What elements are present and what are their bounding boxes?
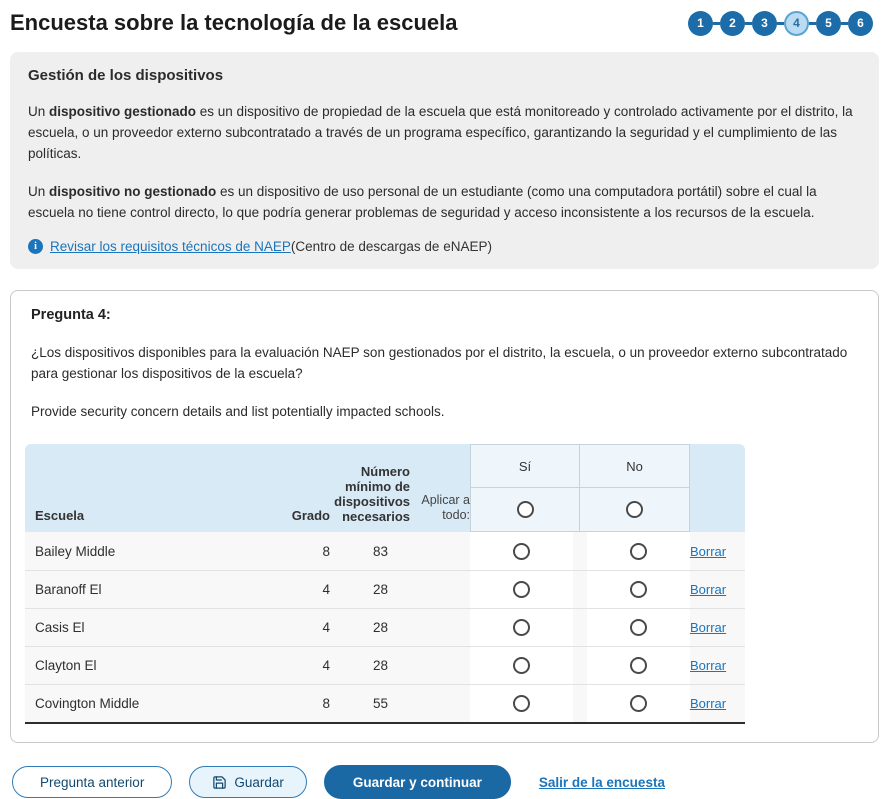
delete-row-link[interactable]: Borrar bbox=[690, 658, 727, 673]
no-column-header bbox=[580, 444, 690, 532]
delete-cell bbox=[690, 532, 745, 570]
page-title: Encuesta sobre la tecnología de la escuela bbox=[10, 10, 458, 35]
grade-cell: 8 bbox=[322, 696, 330, 711]
table-row bbox=[25, 684, 745, 722]
p1-bold-term: dispositivo gestionado bbox=[49, 104, 197, 119]
apply-spacer-cell bbox=[410, 647, 470, 684]
footer-actions bbox=[10, 765, 879, 799]
grade-cell: 4 bbox=[322, 582, 330, 597]
min-devices-cell: 28 bbox=[372, 582, 388, 597]
delete-cell bbox=[690, 685, 745, 722]
p1-prefix: Un bbox=[28, 104, 50, 119]
naep-requirements-link[interactable]: Revisar los requisitos técnicos de NAEP bbox=[50, 239, 291, 254]
question-subtext: Provide security concern details and list potentially impacted schools. bbox=[31, 404, 445, 419]
step-circle-2[interactable]: 2 bbox=[720, 11, 745, 36]
school-name-cell: Covington Middle bbox=[35, 696, 140, 711]
device-management-info-box bbox=[10, 52, 879, 269]
apply-all-no-cell bbox=[580, 488, 690, 532]
table-row bbox=[25, 570, 745, 608]
delete-cell bbox=[690, 609, 745, 646]
yes-cell bbox=[470, 571, 580, 608]
no-radio[interactable] bbox=[630, 619, 647, 636]
p2-prefix: Un bbox=[28, 184, 50, 199]
step-connector bbox=[777, 22, 784, 25]
delete-row-link[interactable]: Borrar bbox=[690, 582, 727, 597]
managed-device-paragraph bbox=[28, 101, 861, 164]
min-devices-cell: 55 bbox=[372, 696, 388, 711]
table-header bbox=[25, 444, 745, 532]
previous-question-button[interactable]: Pregunta anterior bbox=[12, 766, 172, 798]
step-connector bbox=[809, 22, 816, 25]
step-circle-4[interactable]: 4 bbox=[784, 11, 809, 36]
p2-rest: es un dispositivo de uso personal de un estudiante (como una computadora portátil) sobre el cual la escuela no tiene control directo, lo que podría generar problemas de seguridad y acceso inconsistente a los recursos de la escuela. bbox=[28, 184, 817, 220]
yes-radio[interactable] bbox=[513, 543, 530, 560]
delete-cell bbox=[690, 647, 745, 684]
yes-radio[interactable] bbox=[513, 657, 530, 674]
unmanaged-device-paragraph bbox=[28, 181, 861, 223]
no-radio[interactable] bbox=[630, 581, 647, 598]
header-school: Escuela bbox=[35, 508, 85, 523]
no-cell bbox=[580, 647, 690, 684]
header-apply-all-label: Aplicar a todo: bbox=[421, 493, 470, 522]
school-name-cell: Baranoff El bbox=[35, 582, 102, 597]
school-table-body bbox=[25, 532, 745, 722]
yes-cell bbox=[470, 532, 580, 570]
save-and-continue-button[interactable]: Guardar y continuar bbox=[324, 765, 511, 799]
school-name-cell: Clayton El bbox=[35, 658, 97, 673]
table-row bbox=[25, 608, 745, 646]
header-min-devices: Número mínimo de dispositivos necesarios bbox=[334, 464, 410, 524]
min-devices-cell: 28 bbox=[372, 620, 388, 635]
apply-spacer-cell bbox=[410, 532, 470, 570]
no-cell bbox=[580, 609, 690, 646]
no-cell bbox=[580, 685, 690, 722]
exit-survey-link[interactable]: Salir de la encuesta bbox=[538, 774, 665, 790]
min-devices-cell: 28 bbox=[372, 658, 388, 673]
delete-row-link[interactable]: Borrar bbox=[690, 620, 727, 635]
question-box bbox=[10, 290, 879, 743]
link-suffix-text: (Centro de descargas de eNAEP) bbox=[290, 239, 492, 254]
grade-cell: 4 bbox=[322, 658, 330, 673]
no-radio[interactable] bbox=[630, 695, 647, 712]
delete-row-link[interactable]: Borrar bbox=[690, 696, 727, 711]
p2-bold-term: dispositivo no gestionado bbox=[49, 184, 217, 199]
school-name-cell: Casis El bbox=[35, 620, 85, 635]
apply-spacer-cell bbox=[410, 685, 470, 722]
yes-column-header bbox=[470, 444, 580, 532]
no-cell bbox=[580, 532, 690, 570]
yes-cell bbox=[470, 609, 580, 646]
min-devices-cell: 83 bbox=[372, 543, 388, 559]
grade-cell: 4 bbox=[322, 620, 330, 635]
apply-all-no-radio[interactable] bbox=[626, 501, 643, 518]
apply-spacer-cell bbox=[410, 609, 470, 646]
header-delete-spacer bbox=[690, 444, 745, 532]
step-connector bbox=[713, 22, 720, 25]
step-circle-6[interactable]: 6 bbox=[848, 11, 873, 36]
no-radio[interactable] bbox=[630, 657, 647, 674]
yes-radio[interactable] bbox=[513, 581, 530, 598]
save-button[interactable] bbox=[189, 766, 307, 798]
apply-all-yes-radio[interactable] bbox=[517, 501, 534, 518]
apply-all-yes-cell bbox=[470, 488, 580, 532]
question-text: ¿Los dispositivos disponibles para la evaluación NAEP son gestionados por el distrito, la escuela, o un proveedor externo subcontratado para gestionar los dispositivos de la escuela? bbox=[31, 345, 848, 381]
step-circle-3[interactable]: 3 bbox=[752, 11, 777, 36]
no-cell bbox=[580, 571, 690, 608]
step-circle-1[interactable]: 1 bbox=[688, 11, 713, 36]
school-name-cell: Bailey Middle bbox=[35, 543, 116, 559]
info-icon: i bbox=[28, 239, 43, 254]
yes-cell bbox=[470, 647, 580, 684]
p1-rest: es un dispositivo de propiedad de la escuela que está monitoreado y controlado activamente por el distrito, la escuela, o un proveedor externo subcontratado a través de un programa específico, garantizando la seguridad y el cumplimiento de las políticas. bbox=[28, 104, 853, 161]
question-heading: Pregunta 4: bbox=[31, 307, 111, 323]
grade-cell: 8 bbox=[322, 543, 330, 559]
table-row bbox=[25, 646, 745, 684]
top-bar bbox=[10, 8, 879, 46]
floppy-disk-icon bbox=[212, 775, 227, 790]
step-connector bbox=[841, 22, 848, 25]
save-button-label: Guardar bbox=[234, 774, 284, 790]
table-row bbox=[25, 532, 745, 570]
delete-cell bbox=[690, 571, 745, 608]
apply-spacer-cell bbox=[410, 571, 470, 608]
school-table bbox=[25, 444, 745, 724]
yes-radio[interactable] bbox=[513, 695, 530, 712]
no-header-label: No bbox=[580, 444, 690, 488]
header-grade: Grado bbox=[291, 508, 330, 523]
yes-radio[interactable] bbox=[513, 619, 530, 636]
stepper bbox=[688, 11, 877, 36]
requirements-info-line bbox=[28, 239, 861, 254]
info-box-heading: Gestión de los dispositivos bbox=[28, 67, 224, 84]
yes-cell bbox=[470, 685, 580, 722]
yes-header-label: Sí bbox=[470, 444, 580, 488]
delete-row-link[interactable]: Borrar bbox=[690, 543, 727, 559]
step-connector bbox=[745, 22, 752, 25]
no-radio[interactable] bbox=[630, 543, 647, 560]
step-circle-5[interactable]: 5 bbox=[816, 11, 841, 36]
